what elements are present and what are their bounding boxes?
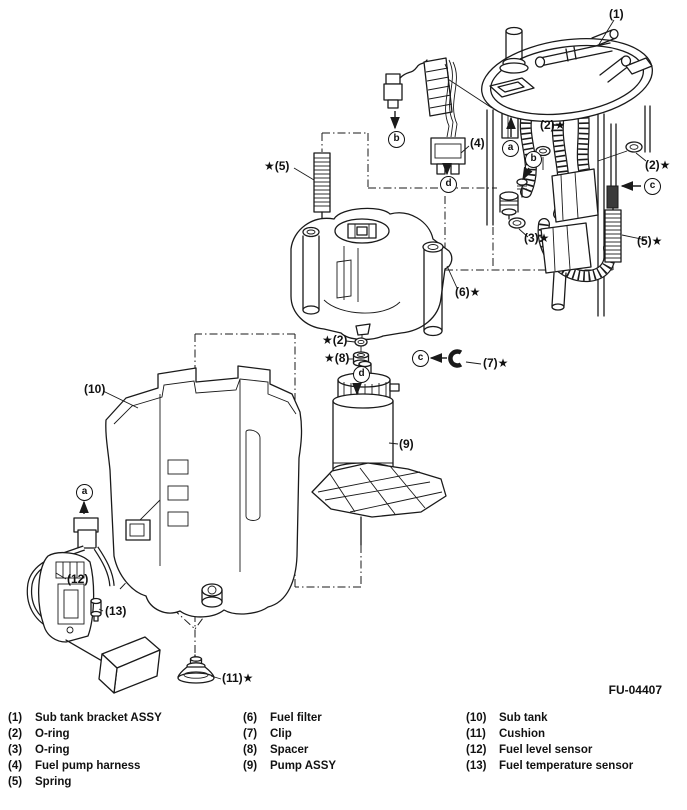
legend-item: (3) O-ring <box>8 744 70 756</box>
ref-d-pump: d <box>353 366 370 383</box>
legend-column-1 <box>8 710 162 790</box>
ref-a-sensor: a <box>76 484 93 501</box>
callout-13: (13) <box>105 604 127 618</box>
legend-item: (5) Spring <box>8 776 72 788</box>
callout-5-left: ★(5) <box>264 159 290 173</box>
fuel-filter <box>291 208 452 339</box>
legend-item: (12) Fuel level sensor <box>466 744 593 756</box>
callout-5-right: (5)★ <box>637 234 663 248</box>
legend-item: (9) Pump ASSY <box>243 760 337 772</box>
callout-2-right: (2)★ <box>645 158 671 172</box>
callout-6: (6)★ <box>455 285 481 299</box>
legend-item: (13) Fuel temperature sensor <box>466 760 634 772</box>
ref-a-bracket: a <box>502 140 519 157</box>
pump-assy <box>312 362 446 546</box>
fuel-pump-harness <box>384 58 492 174</box>
sub-tank <box>106 366 302 617</box>
callout-2-mid: ★(2) <box>322 333 348 347</box>
figure-code: FU-04407 <box>608 683 662 697</box>
ref-b-harness: b <box>388 131 405 148</box>
legend-item: (6) Fuel filter <box>243 712 322 724</box>
callout-1: (1) <box>609 7 624 21</box>
callout-10: (10) <box>84 382 106 396</box>
legend-column-2 <box>243 710 336 774</box>
legend-column-3 <box>466 710 633 774</box>
callout-8: ★(8) <box>324 351 350 365</box>
cushion <box>178 655 214 683</box>
legend-item: (1) Sub tank bracket ASSY <box>8 712 162 724</box>
ref-d-harness: d <box>440 176 457 193</box>
callout-7: (7)★ <box>483 356 509 370</box>
clip <box>450 352 461 366</box>
legend-item: (7) Clip <box>243 728 292 740</box>
ref-c-clip: c <box>412 350 429 367</box>
legend-item: (10) Sub tank <box>466 712 548 724</box>
callout-2-top: (2)★ <box>540 118 566 132</box>
callout-4: (4) <box>470 136 485 150</box>
sub-tank-bracket-assy <box>476 28 657 317</box>
callout-12: (12) <box>67 572 89 586</box>
legend-item: (11) Cushion <box>466 728 545 740</box>
legend-item: (2) O-ring <box>8 728 70 740</box>
ref-c-rod: c <box>644 178 661 195</box>
callout-9: (9) <box>399 437 414 451</box>
callout-11: (11)★ <box>222 671 254 685</box>
ref-b-bracket: b <box>525 151 542 168</box>
callout-3: (3)★ <box>524 231 550 245</box>
legend-item: (4) Fuel pump harness <box>8 760 141 772</box>
legend-item: (8) Spacer <box>243 744 309 756</box>
